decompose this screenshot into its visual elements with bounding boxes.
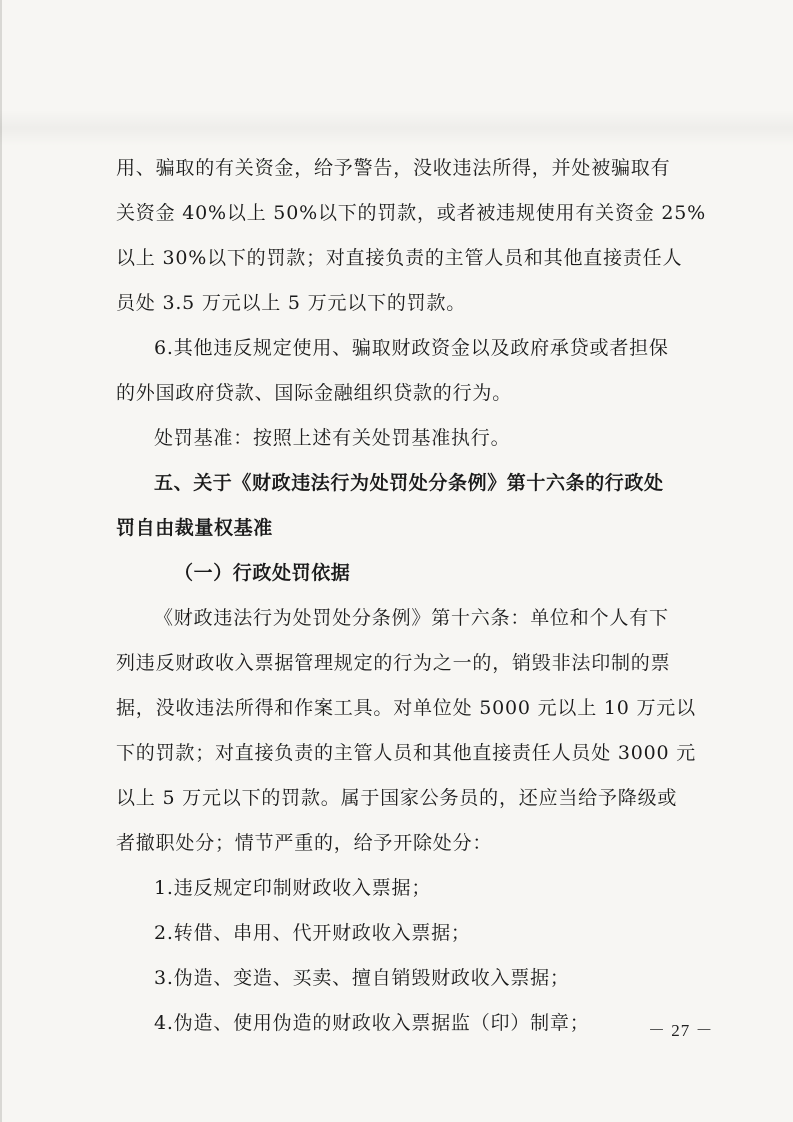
list-item: 4.伪造、使用伪造的财政收入票据监（印）制章； [154, 1012, 590, 1034]
penalty-standard-line: 处罚基准：按照上述有关处罚基准执行。 [154, 427, 511, 449]
text-line: 用、骗取的有关资金，给予警告，没收违法所得，并处被骗取有 [116, 157, 671, 179]
document-body [116, 146, 716, 1046]
text-line: 据，没收违法所得和作案工具。对单位处 5000 元以上 10 万元以 [116, 697, 696, 719]
text-line: 者撤职处分；情节严重的，给予开除处分： [116, 832, 493, 854]
text-line: 列违反财政收入票据管理规定的行为之一的，销毁非法印制的票 [116, 652, 671, 674]
list-item: 6.其他违反规定使用、骗取财政资金以及政府承贷或者担保 [154, 337, 669, 359]
list-item: 1.违反规定印制财政收入票据； [154, 877, 432, 899]
text-line: 员处 3.5 万元以上 5 万元以下的罚款。 [116, 292, 467, 314]
section-heading-continued: 罚自由裁量权基准 [116, 517, 273, 539]
page-number: － 27 － [648, 1021, 714, 1040]
text-line: 关资金 40%以上 50%以下的罚款，或者被违规使用有关资金 25% [116, 202, 707, 224]
list-item: 2.转借、串用、代开财政收入票据； [154, 922, 471, 944]
subsection-heading: （一）行政处罚依据 [174, 562, 351, 584]
text-line: 下的罚款；对直接负责的主管人员和其他直接责任人员处 3000 元 [116, 742, 697, 764]
text-line: 以上 5 万元以下的罚款。属于国家公务员的，还应当给予降级或 [116, 787, 678, 809]
section-heading: 五、关于《财政违法行为处罚处分条例》第十六条的行政处 [154, 472, 664, 494]
text-line: 以上 30%以下的罚款；对直接负责的主管人员和其他直接责任人 [116, 247, 683, 269]
text-line: 《财政违法行为处罚处分条例》第十六条：单位和个人有下 [154, 607, 669, 629]
scan-edge [0, 0, 2, 1122]
scan-artifact-band [0, 110, 793, 146]
list-item: 3.伪造、变造、买卖、擅自销毁财政收入票据； [154, 967, 570, 989]
text-line: 的外国政府贷款、国际金融组织贷款的行为。 [116, 382, 513, 404]
